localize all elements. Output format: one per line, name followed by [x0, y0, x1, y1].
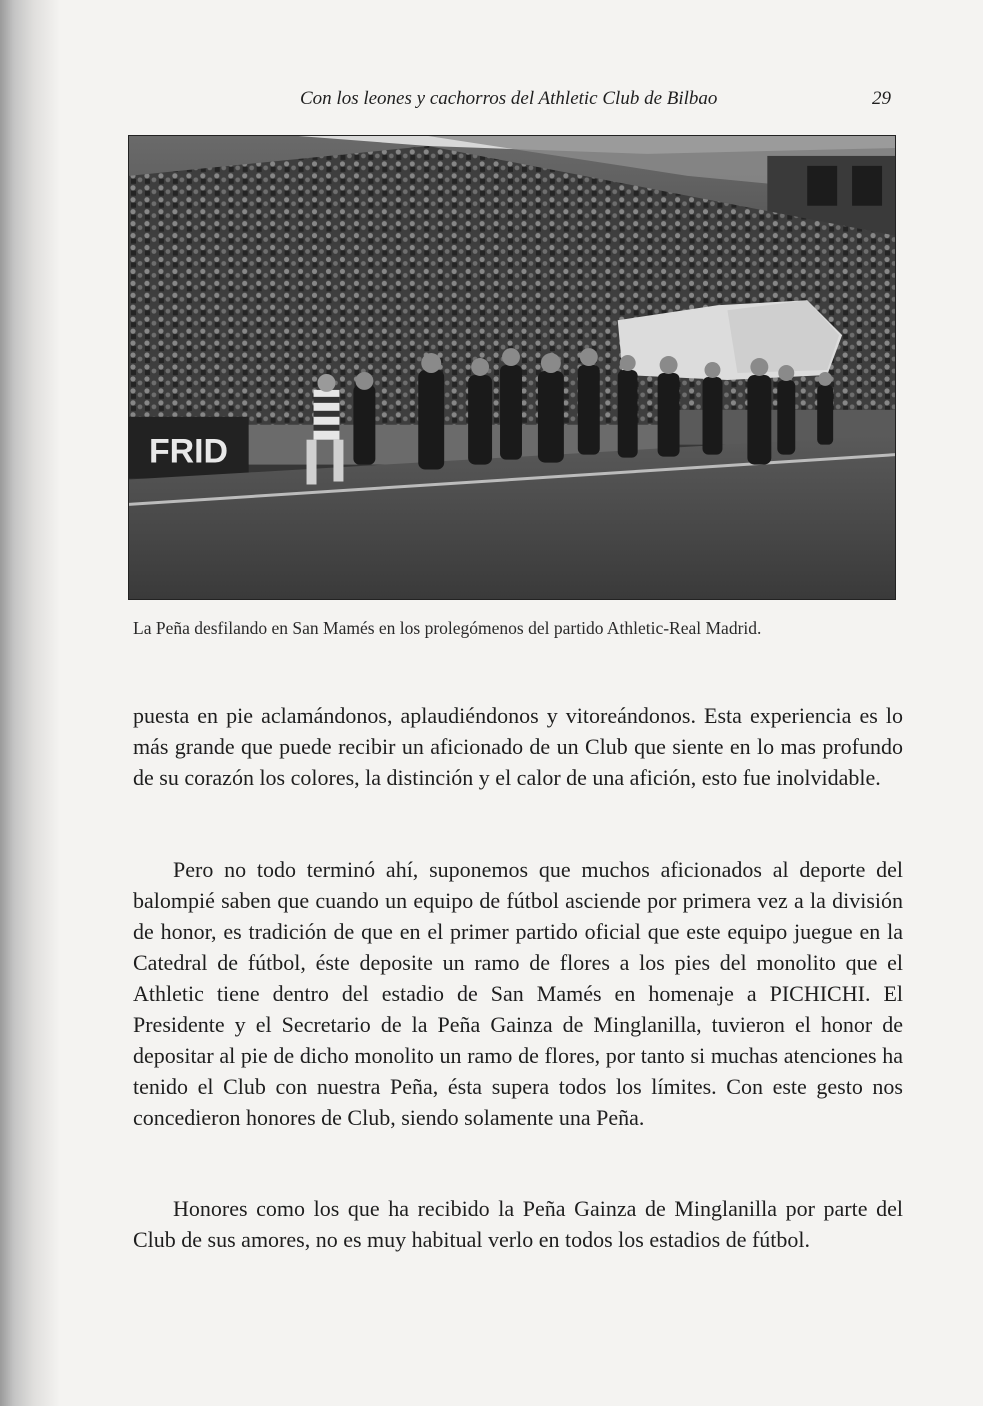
stadium-photo-illustration: [129, 136, 895, 599]
advert-sign-text: FRID: [148, 432, 229, 471]
paragraph-2: Pero no todo terminó ahí, suponemos que muchos aficionados al deporte del balompié saben que cuando un equipo de fútbol asciende por primera vez a la división de honor, es tradición de que en el primer partido oficial que este equipo juegue en la Catedral de fútbol, éste deposite un ramo de flores a los pies del monolito que el Athletic tiene dentro del estadio de San Mamés en homenaje a PICHICHI. El Presidente y el Secretario de la Peña Gainza de Minglanilla, tuvieron el honor de depositar al pie de dicho monolito un ramo de flores, por tanto si muchas atenciones ha tenido el Club con nuestra Peña, ésta supera todos los límites. Con este gesto nos concedieron honores de Club, siendo solamente una Peña.: [133, 857, 903, 1130]
running-title: Con los leones y cachorros del Athletic Club de Bilbao: [300, 88, 718, 109]
paragraph-3: Honores como los que ha recibido la Peña Gainza de Minglanilla por parte del Club de sus amores, no es muy habitual verlo en todos los estadios de fútbol.: [133, 1196, 903, 1252]
paragraph-1: puesta en pie aclamándonos, aplaudiéndonos y vitoreándonos. Esta experiencia es lo más grande que puede recibir un aficionado de un Club que siente en lo mas profundo de su corazón los colores, la distinción y el calor de una afición, esto fue inolvidable.: [133, 703, 903, 790]
book-spine-shadow: [0, 0, 60, 1406]
page-header: [0, 88, 983, 118]
photo-caption: La Peña desfilando en San Mamés en los prolegómenos del partido Athletic-Real Madrid.: [133, 618, 762, 638]
page-number: 29: [872, 88, 891, 109]
stadium-photo: [128, 135, 896, 600]
